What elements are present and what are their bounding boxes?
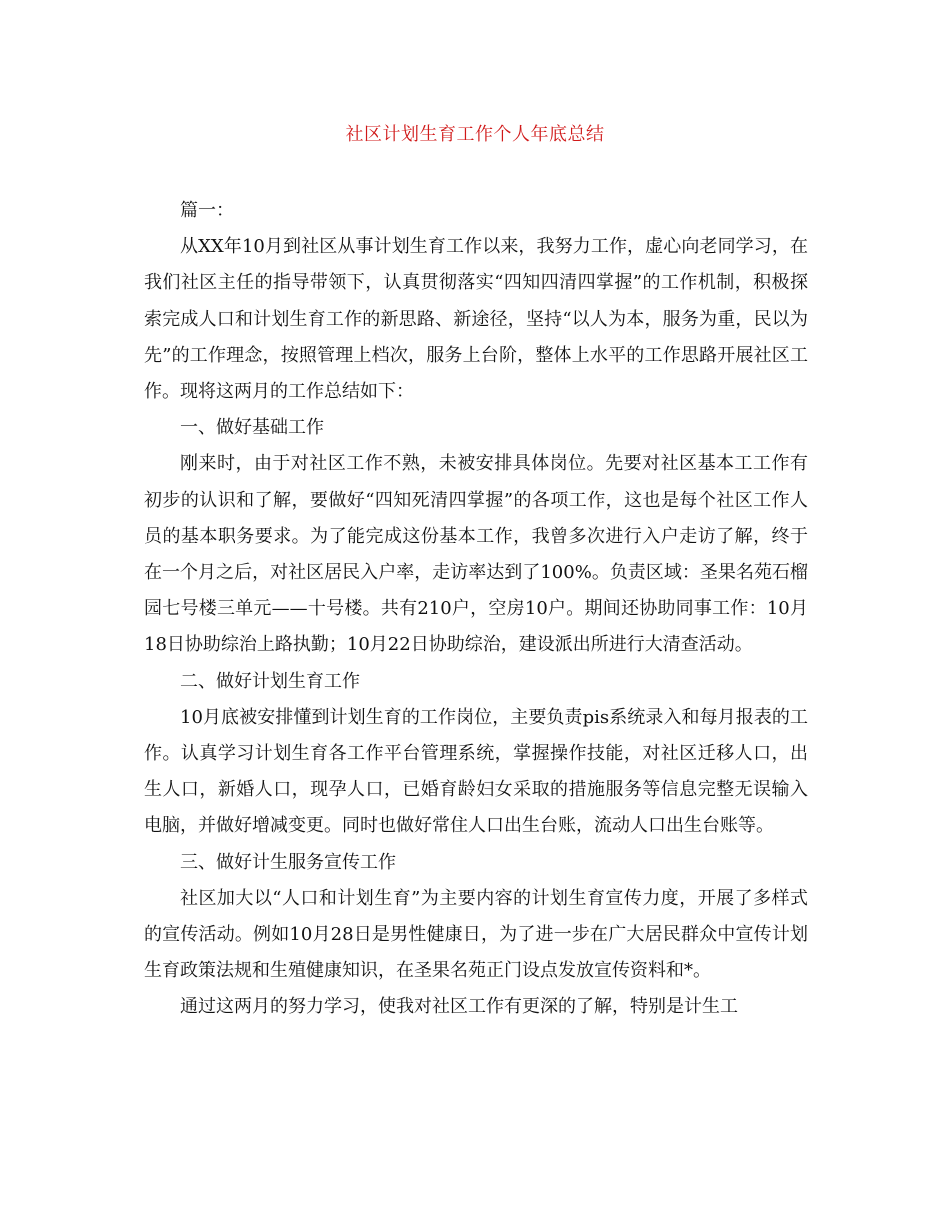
paragraph-conclusion: 通过这两月的努力学习，使我对社区工作有更深的了解，特别是计生工 [180, 996, 738, 1018]
heading-publicity: 三、做好计生服务宣传工作 [180, 851, 396, 873]
heading-family-planning: 二、做好计划生育工作 [180, 670, 360, 692]
paragraph-family-planning: 10月底被安排懂到计划生育的工作岗位，主要负责pis系统录入和每月报表的工作。认真学习计划生育各工作平台管理系统，掌握操作技能，对社区迁移人口，出生人口，新婚人口，现孕人口，已婚育龄妇女采取的措施服务等信息完整无误输入电脑，并做好增减变更。同时也做好常住人口出生台账，流动人口出生台账等。 [144, 706, 808, 837]
paragraph-intro: 从XX年10月到社区从事计划生育工作以来，我努力工作，虚心向老同学习，在我们社区主任的指导带领下，认真贯彻落实“四知四清四掌握”的工作机制，积极探索完成人口和计划生育工作的新思路、新途径，坚持“以人为本，服务为重，民以为先”的工作理念，按照管理上档次，服务上台阶，整体上水平的工作思路开展社区工作。现将这两月的工作总结如下： [144, 236, 808, 403]
heading-basic-work: 一、做好基础工作 [180, 417, 324, 439]
document-body [144, 193, 808, 1026]
paragraph-section-label: 篇一： [180, 200, 234, 221]
paragraph-basic-work: 刚来时，由于对社区工作不熟，未被安排具体岗位。先要对社区基本工工作有初步的认识和了解，要做好“四知死清四掌握”的各项工作，这也是每个社区工作人员的基本职务要求。为了能完成这份基本工作，我曾多次进行入户走访了解，终于在一个月之后，对社区居民入户率，走访率达到了100%。负责区域：圣果名苑石榴园七号楼三单元——十号楼。共有210户，空房10户。期间还协助同事工作：10月18日协助综治上路执勤；10月22日协助综治，建设派出所进行大清查活动。 [144, 453, 808, 656]
paragraph-publicity: 社区加大以“人口和计划生育”为主要内容的计划生育宣传力度，开展了多样式的宣传活动。例如10月28日是男性健康日，为了进一步在广大居民群众中宣传计划生育政策法规和生殖健康知识，在圣果名苑正门设点发放宣传资料和*。 [144, 887, 808, 982]
document-title: 社区计划生育工作个人年底总结 [345, 124, 605, 145]
